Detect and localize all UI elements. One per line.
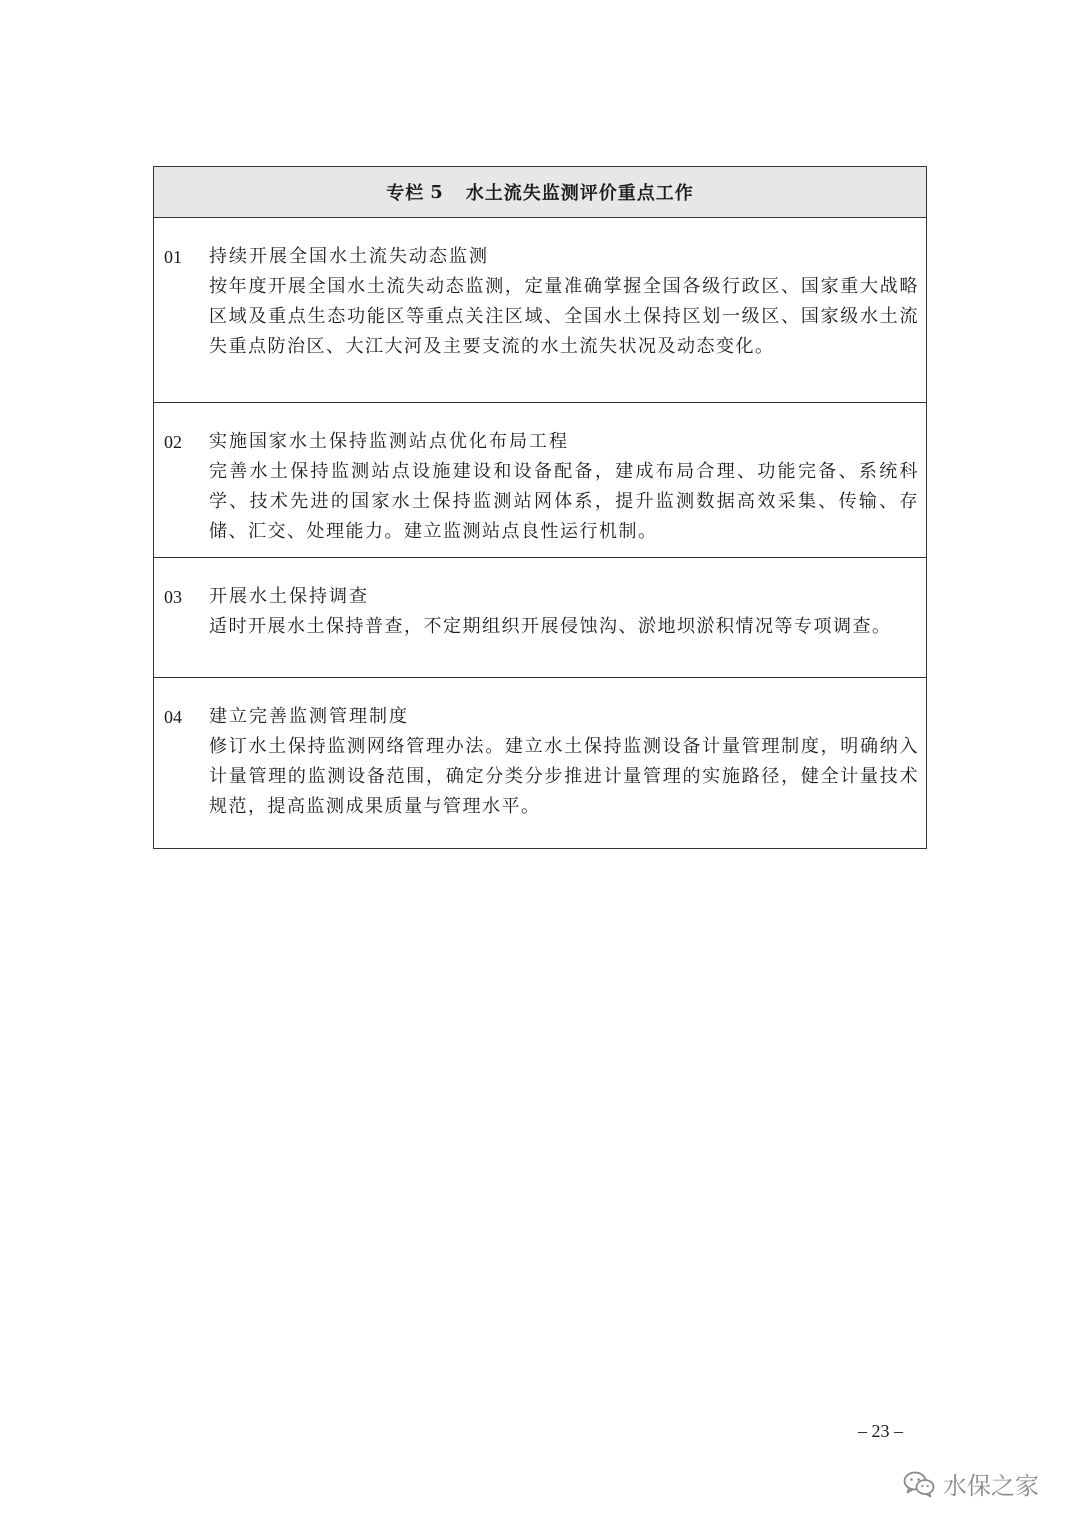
panel-item: [154, 558, 926, 678]
item-text: 适时开展水土保持普查，不定期组织开展侵蚀沟、淤地坝淤积情况等专项调查。: [209, 616, 892, 637]
wechat-icon: [903, 1470, 935, 1498]
item-number: 02: [164, 432, 182, 452]
panel-item: [154, 403, 926, 558]
item-text: 完善水土保持监测站点设施建设和设备配备，建成布局合理、功能完备、系统科学、技术先进的国家水土保持监测站网体系，提升监测数据高效采集、传输、存储、汇交、处理能力。建立监测站点良性运行机制。: [209, 461, 919, 542]
panel-header: [154, 167, 926, 218]
panel-header-label: 专栏: [386, 183, 425, 204]
item-number: 04: [164, 707, 182, 727]
panel-item: [154, 678, 926, 848]
item-body: [209, 702, 919, 822]
page-number: – 23 –: [858, 1421, 903, 1441]
panel-header-title: 水土流失监测评价重点工作: [465, 183, 694, 204]
item-body: [209, 582, 919, 642]
item-number: 01: [164, 247, 182, 267]
item-title: 持续开展全国水土流失动态监测: [209, 246, 489, 267]
panel-item: [154, 218, 926, 403]
watermark: [903, 1466, 1039, 1501]
item-text: 按年度开展全国水土流失动态监测，定量准确掌握全国各级行政区、国家重大战略区域及重点生态功能区等重点关注区域、全国水土保持区划一级区、国家级水土流失重点防治区、大江大河及主要支流的水土流失状况及动态变化。: [209, 276, 919, 357]
column-panel: [153, 166, 927, 849]
item-title: 建立完善监测管理制度: [209, 706, 409, 727]
item-body: [209, 242, 919, 362]
item-title: 实施国家水土保持监测站点优化布局工程: [209, 431, 569, 452]
item-number: 03: [164, 587, 182, 607]
item-title: 开展水土保持调查: [209, 586, 369, 607]
watermark-text: 水保之家: [943, 1472, 1039, 1500]
panel-header-number: 5: [430, 181, 444, 203]
item-body: [209, 427, 919, 547]
item-text: 修订水土保持监测网络管理办法。建立水土保持监测设备计量管理制度，明确纳入计量管理的监测设备范围，确定分类分步推进计量管理的实施路径，健全计量技术规范，提高监测成果质量与管理水平。: [209, 736, 919, 817]
